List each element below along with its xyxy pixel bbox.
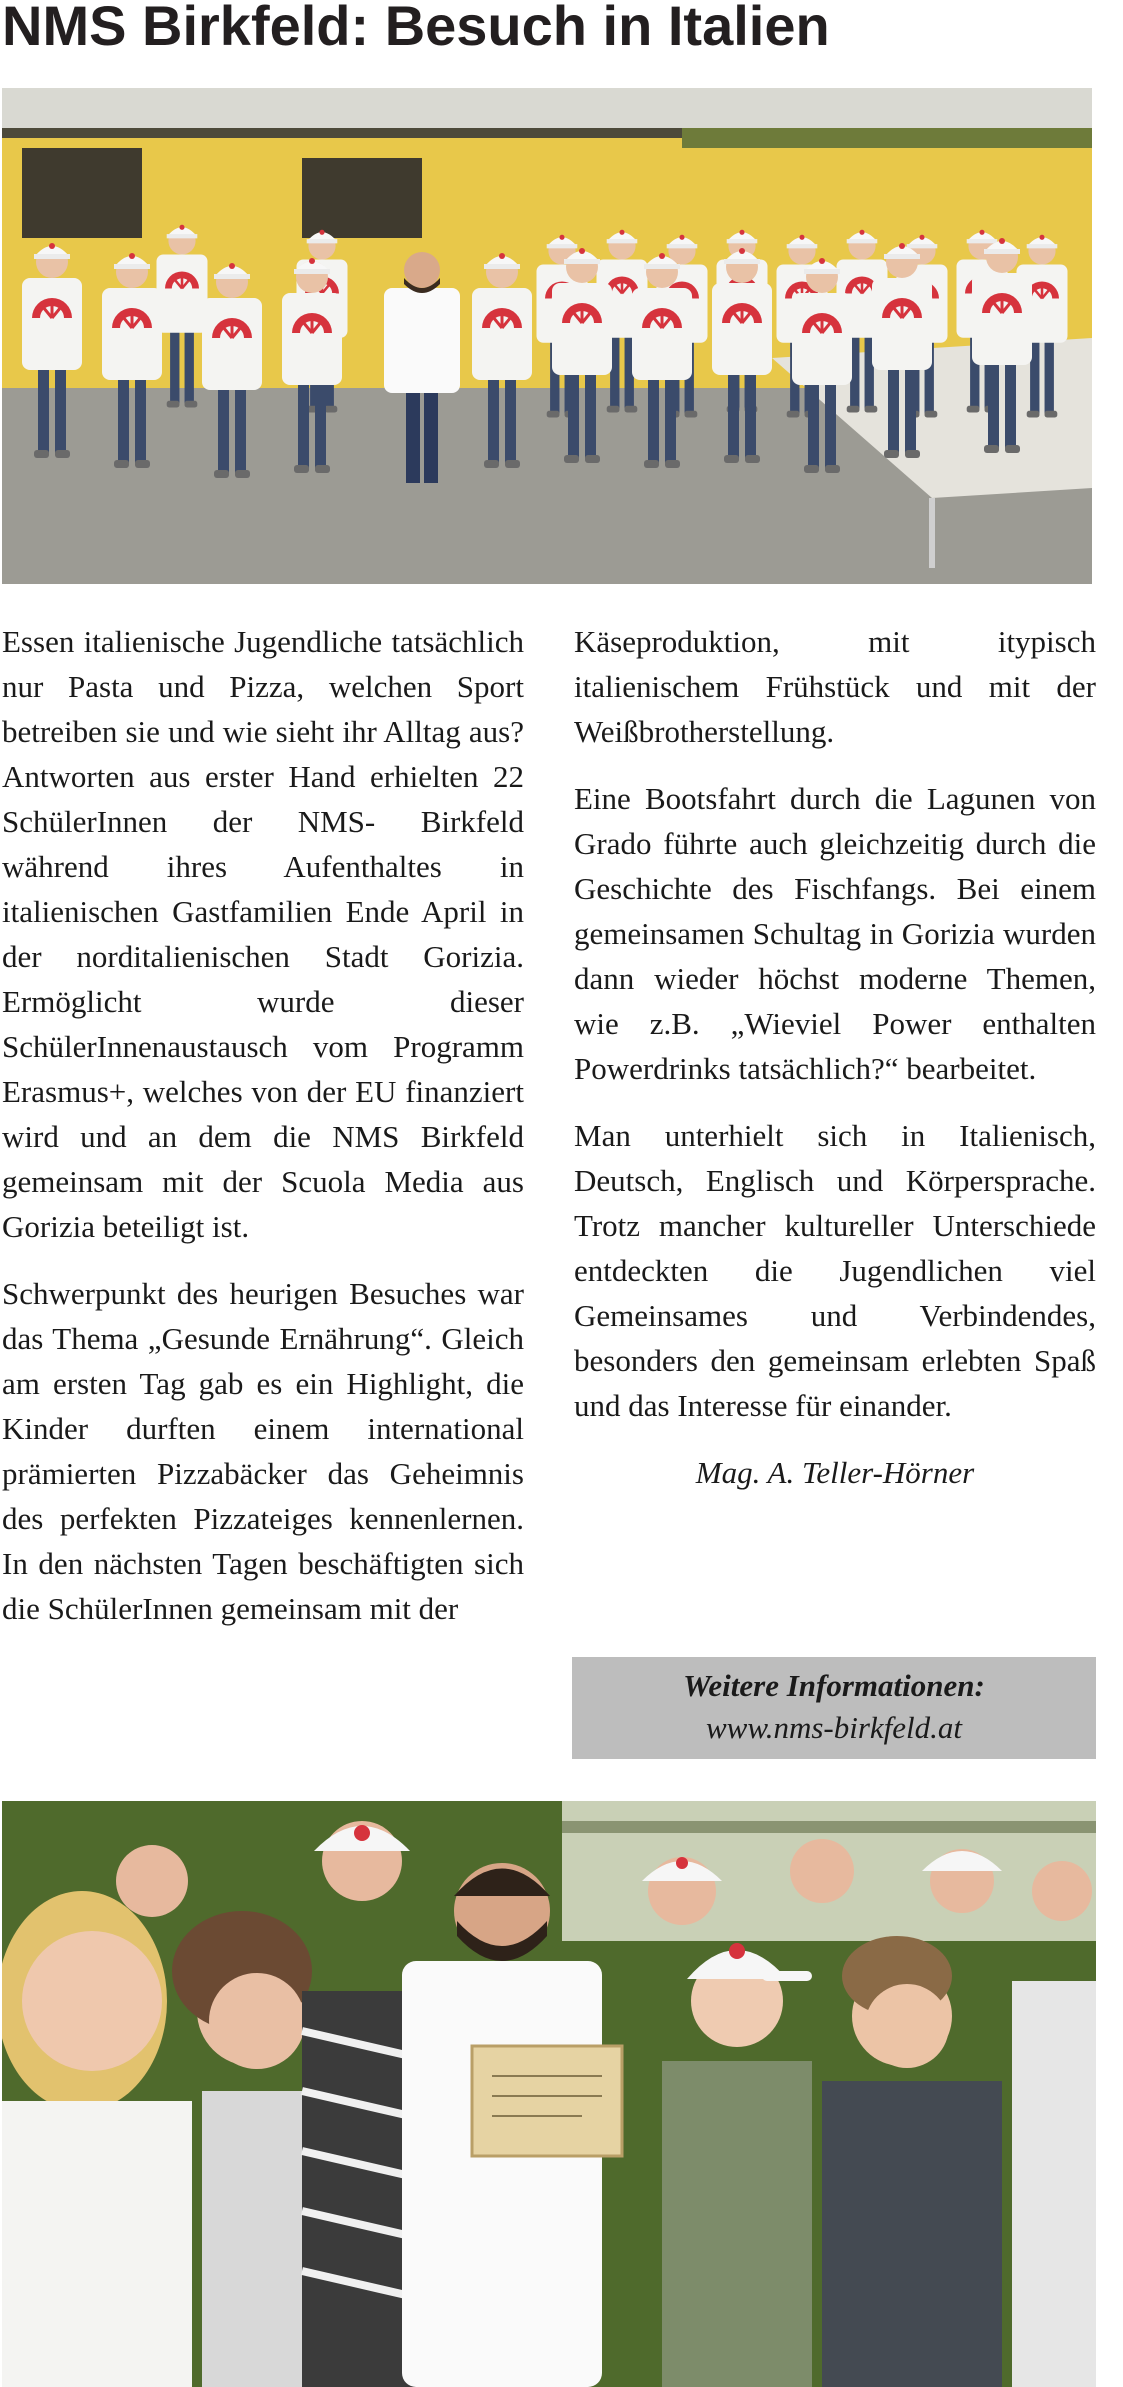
article-paragraph: Essen italienische Jugendliche tatsächlich nur Pasta und Pizza, welchen Sport betreiben sie und wie sieht ihr Alltag aus? Antworten aus erster Hand erhielten 22 SchülerInnen der NMS- Birkfeld während ihres Aufenthaltes in italienischen Gastfamilien Ende April in der norditalienischen Stadt Gorizia. Ermöglicht wurde dieser SchülerInnenaustausch vom Programm Erasmus+, welches von der EU finanziert wird und an dem die NMS Birkfeld gemeinsam mit der Scuola Media aus Gorizia beteiligt ist. [2, 624, 524, 1244]
author-signature: Mag. A. Teller-Hörner [695, 1455, 975, 1490]
info-box-title: Weitere Informationen: [683, 1668, 985, 1703]
article-left-column [2, 619, 524, 1653]
award-photo [2, 1801, 1096, 2387]
info-box [572, 1657, 1096, 1759]
page-title: NMS Birkfeld: Besuch in Italien [2, 0, 830, 57]
article-paragraph: Käseproduktion, mit itypisch italienischem Frühstück und mit der Weißbrotherstellung. [574, 624, 1096, 749]
article-right-column [574, 619, 1096, 1517]
article-paragraph: Schwerpunkt des heurigen Besuches war das Thema „Gesunde Ernährung“. Gleich am ersten Tag gab es ein Highlight, die Kinder durften einem international prämierten Pizzabäcker das Geheimnis des perfekten Pizzateiges kennenlernen. In den nächsten Tagen beschäftigten sich die SchülerInnen gemeinsam mit der [2, 1276, 524, 1626]
article-paragraph: Man unterhielt sich in Italienisch, Deutsch, Englisch und Körpersprache. Trotz mancher kultureller Unterschiede entdeckten die Jugendlichen viel Gemeinsames und Verbindendes, besonders den gemeinsam erlebten Spaß und das Interesse für einander. [574, 1118, 1096, 1423]
group-photo [2, 88, 1092, 584]
info-box-url[interactable]: www.nms-birkfeld.at [705, 1710, 963, 1745]
article-paragraph: Eine Bootsfahrt durch die Lagunen von Grado führte auch gleichzeitig durch die Geschichte des Fischfangs. Bei einem gemeinsamen Schultag in Gorizia wurden dann wieder höchst moderne Themen, wie z.B. „Wieviel Power enthalten Powerdrinks tatsächlich?“ bearbeitet. [574, 781, 1096, 1086]
